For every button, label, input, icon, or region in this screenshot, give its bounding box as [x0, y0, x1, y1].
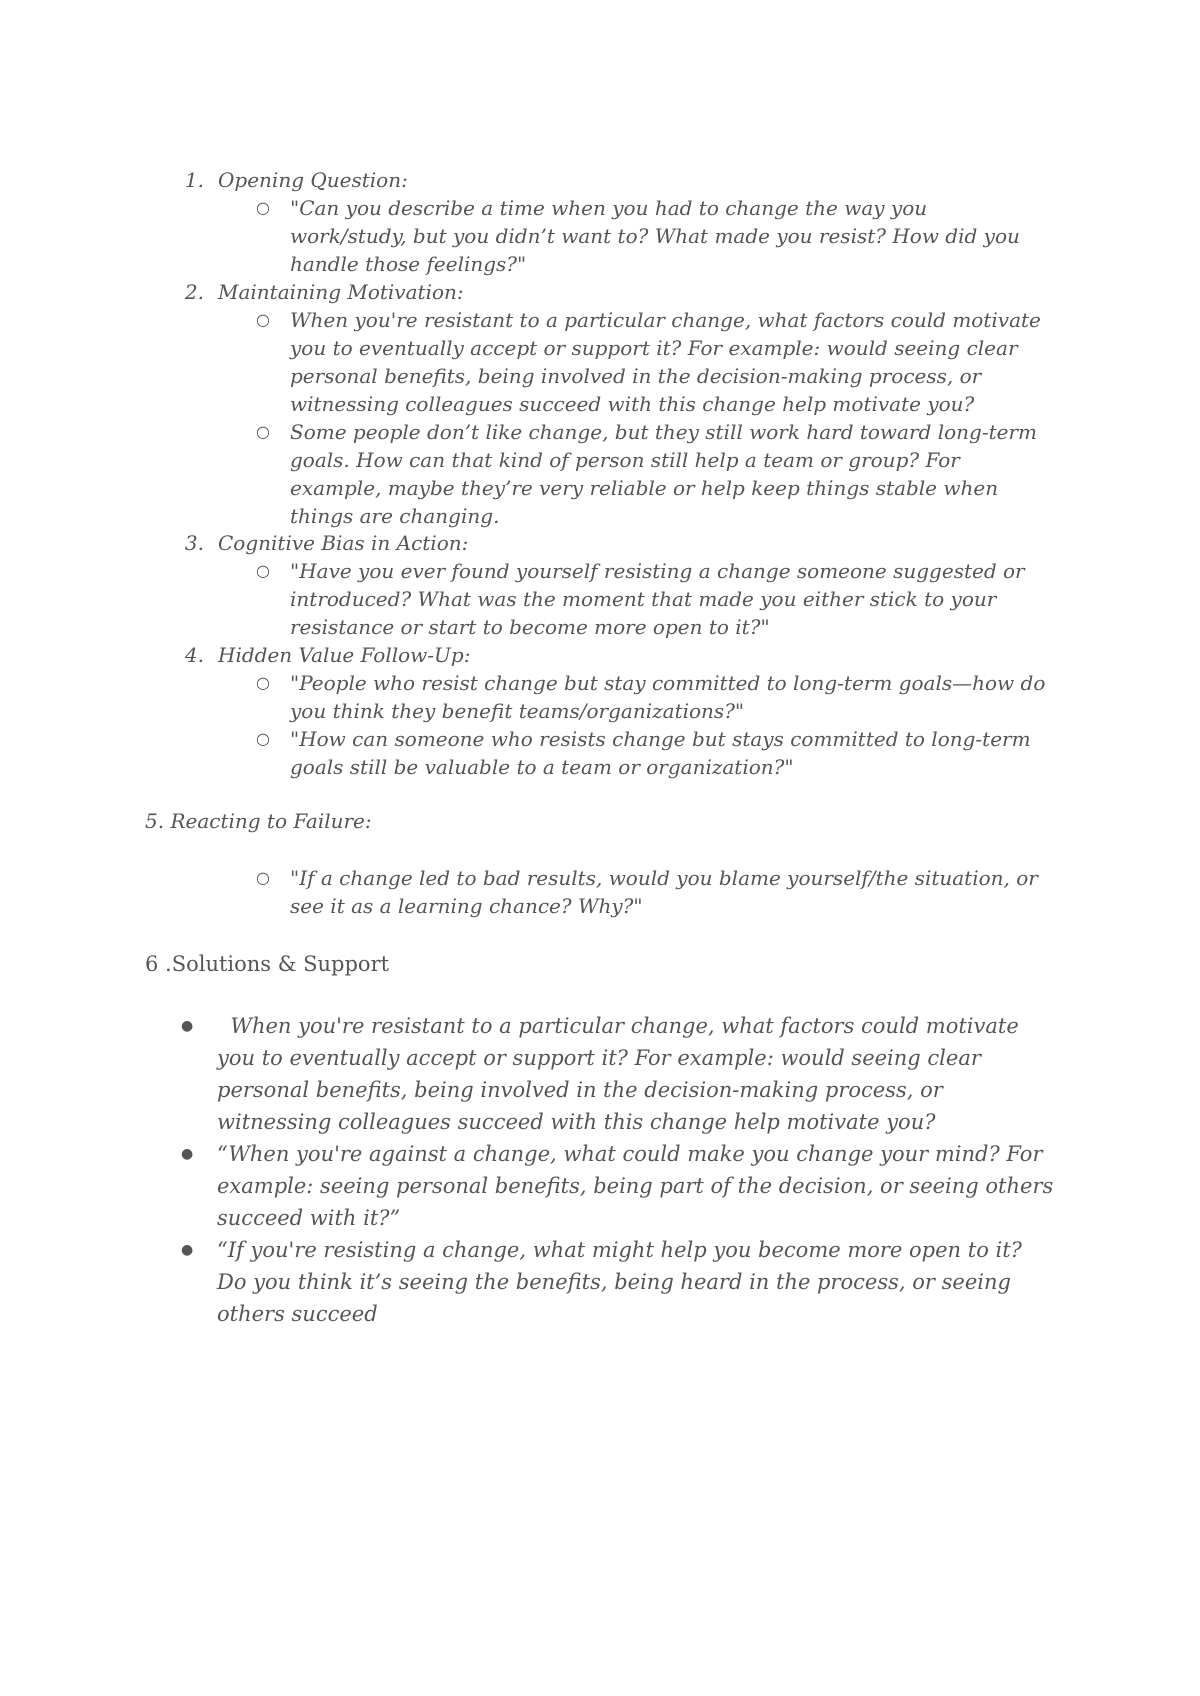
- hollow-bullet-icon: ○: [256, 729, 270, 748]
- sub-item-text: "People who resist change but stay committed to long-term goals—how do you think they benefit teams/organizations?": [290, 671, 1046, 723]
- filled-bullet-icon: ●: [181, 1018, 194, 1034]
- sub-item: [256, 725, 1050, 781]
- sub-item-text: "Can you describe a time when you had to change the way you work/study, but you didn’t want to? What made you resist? How did you handle those feelings?": [290, 196, 1020, 276]
- sub-item-text: "If a change led to bad results, would you blame yourself/the situation, or see it as a learning chance? Why?": [290, 866, 1038, 918]
- filled-bullet-icon: ●: [181, 1146, 194, 1162]
- sub-item-text: "Have you ever found yourself resisting a change someone suggested or introduced? What was the moment that made you either stick to your resistance or start to become more open to it?": [290, 559, 1025, 639]
- sub-item-text: When you're resistant to a particular change, what factors could motivate you to eventually accept or support it? For example: would seeing clear personal benefits, being involved in the decision-making process, or witnessing colleagues succeed with this change help motivate you?: [290, 308, 1041, 416]
- bullet-item: [181, 1138, 1057, 1234]
- bullet-text: “If you're resisting a change, what might help you become more open to it? Do you think it’s seeing the benefits, being heard in the process, or seeing others succeed: [217, 1238, 1022, 1326]
- list-number: 4.: [184, 643, 204, 667]
- hollow-bullet-icon: ○: [256, 868, 270, 887]
- sub-item: [256, 557, 1050, 641]
- list-number: 1.: [184, 168, 204, 192]
- sub-item-text: Some people don’t like change, but they still work hard toward long-term goals. How can that kind of person still help a team or group? For example, maybe they’re very reliable or help keep things stable when things are changing.: [290, 420, 1037, 528]
- sub-item: [256, 669, 1050, 725]
- list-number: 3.: [184, 531, 204, 555]
- bullet-text: When you're resistant to a particular change, what factors could motivate you to eventually accept or support it? For example: would seeing clear personal benefits, being involved in the decision-making process, or witnessing colleagues succeed with this change help motivate you?: [217, 1014, 1026, 1134]
- sub-item: [256, 306, 1050, 418]
- bullet-item: [181, 1010, 1057, 1138]
- hollow-bullet-icon: ○: [256, 310, 270, 329]
- list-item-title: Opening Question:: [218, 168, 408, 192]
- list-item-title: Cognitive Bias in Action:: [218, 531, 469, 555]
- sub-item: [256, 418, 1050, 530]
- sub-item: [256, 194, 1050, 278]
- bullet-text: “When you're against a change, what could make you change your mind? For example: seeing personal benefits, being part of the decision, or seeing others succeed with it?”: [217, 1142, 1054, 1230]
- sub-item: [256, 864, 1050, 920]
- hollow-bullet-icon: ○: [256, 673, 270, 692]
- hollow-bullet-icon: ○: [256, 422, 270, 441]
- list-item-title: Hidden Value Follow-Up:: [218, 643, 471, 667]
- filled-bullet-icon: ●: [181, 1242, 194, 1258]
- sub-item-text: "How can someone who resists change but stays committed to long-term goals still be valuable to a team or organization?": [290, 727, 1031, 779]
- hollow-bullet-icon: ○: [256, 198, 270, 217]
- list-number: 2.: [184, 280, 204, 304]
- hollow-bullet-icon: ○: [256, 561, 270, 580]
- section-6-title: 6 .Solutions & Support: [145, 952, 390, 976]
- section-5-title: 5. Reacting to Failure:: [145, 809, 372, 833]
- bullet-item: [181, 1234, 1057, 1330]
- list-item-title: Maintaining Motivation:: [218, 280, 464, 304]
